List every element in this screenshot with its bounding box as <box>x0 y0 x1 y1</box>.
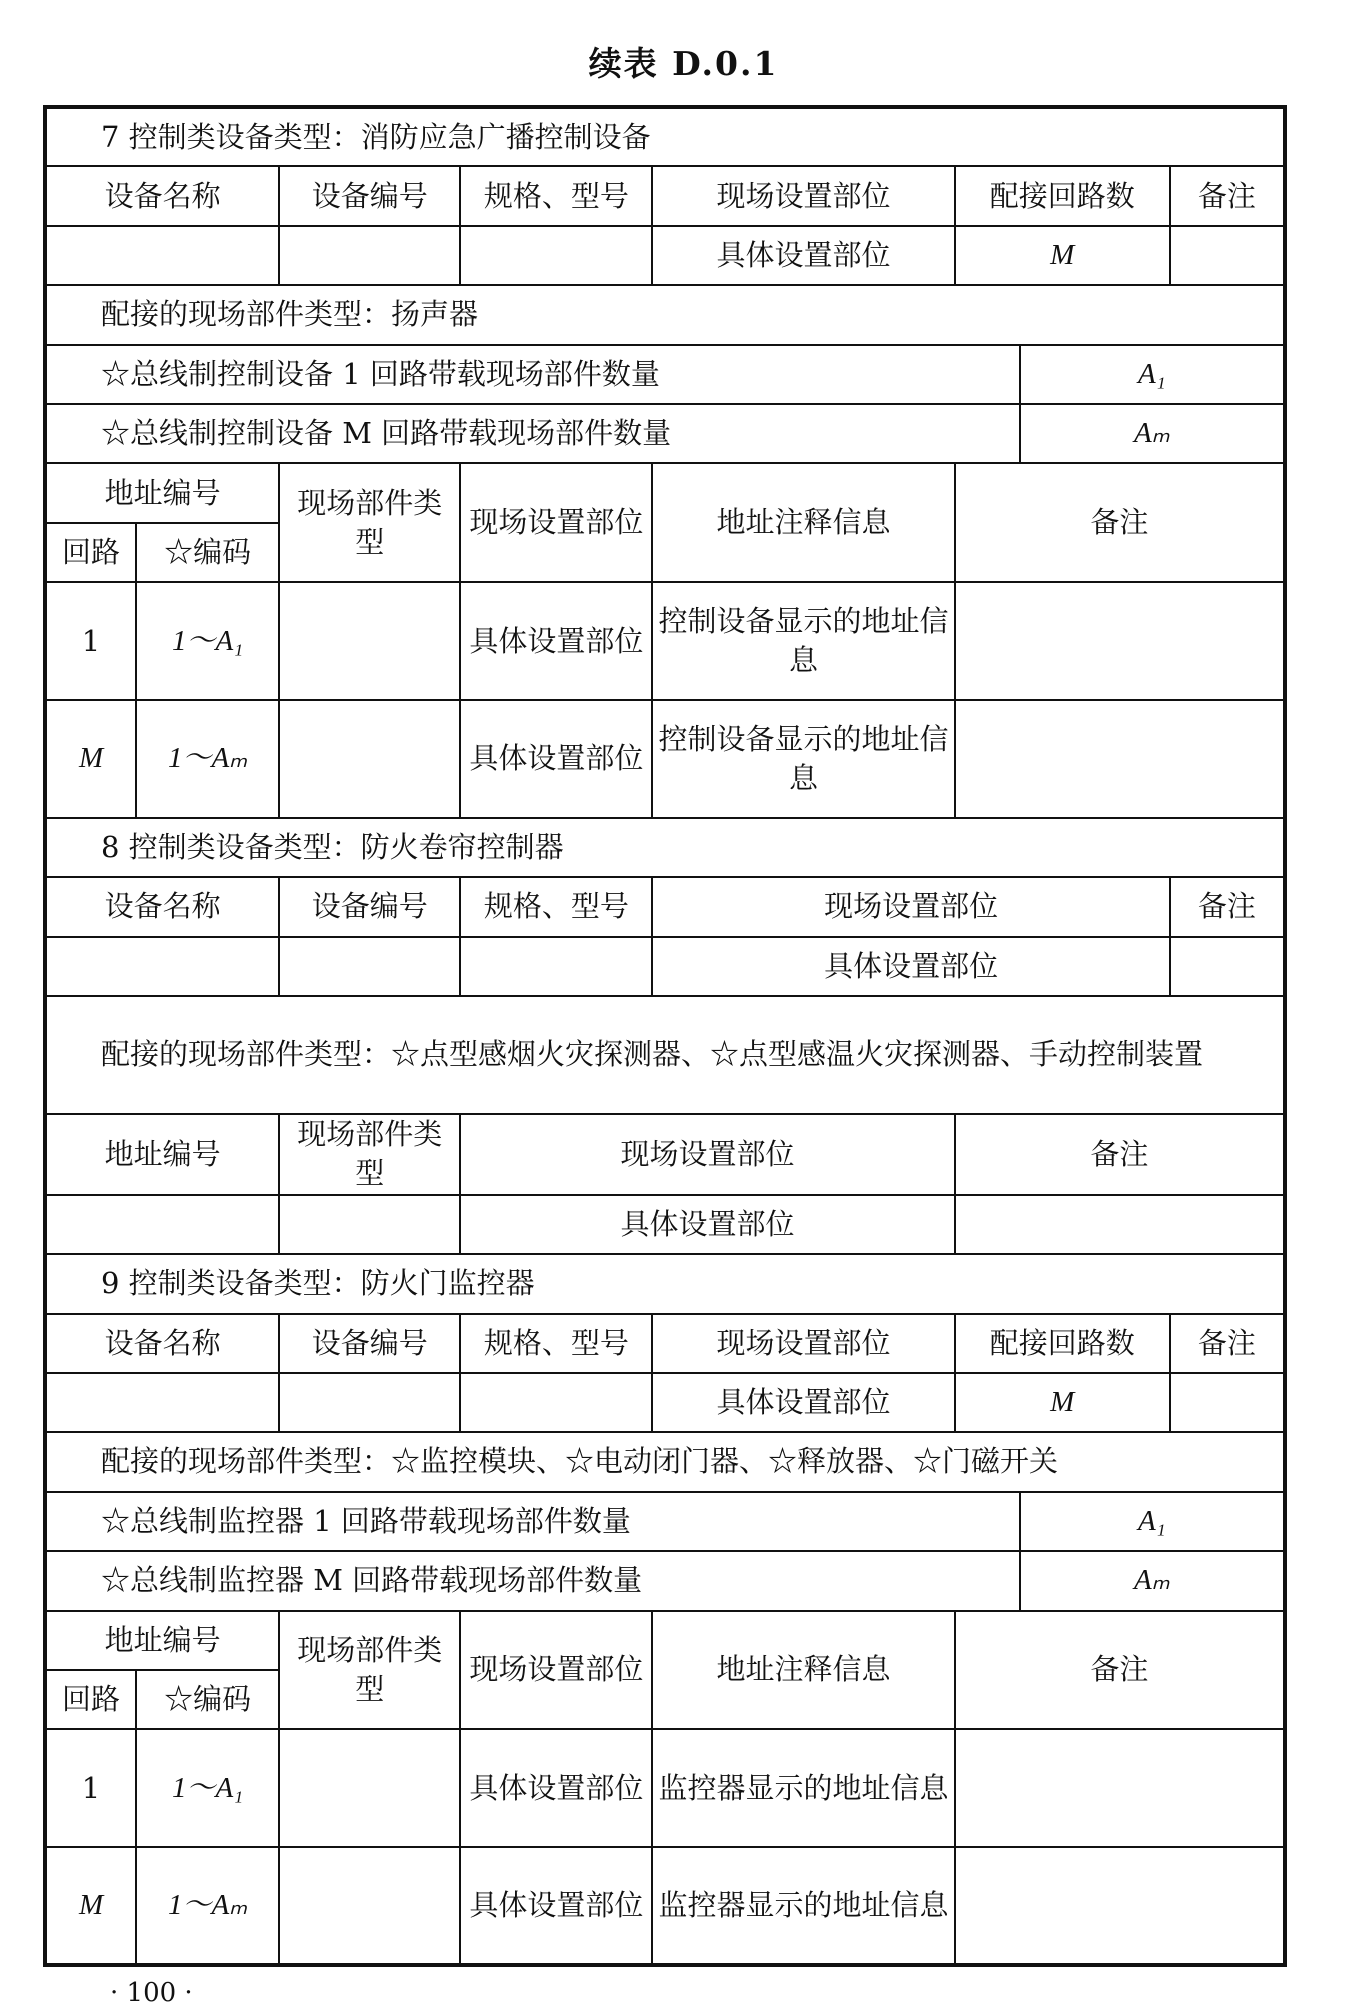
row-location: 具体设置部位 <box>460 1729 652 1847</box>
cell-spec-model <box>460 1373 652 1432</box>
table-title: 续表 D.0.1 <box>588 44 779 83</box>
cell-remark <box>955 1195 1285 1254</box>
col-device-name: 设备名称 <box>45 1314 279 1373</box>
row-loop: M <box>45 1847 136 1965</box>
col-device-number: 设备编号 <box>279 877 460 936</box>
count-loop-m-value: Aₘ <box>1020 404 1285 463</box>
row-code: 1～A₁ <box>136 582 279 700</box>
annotation-header: 地址注释信息 <box>652 463 954 582</box>
annotation-header: 地址注释信息 <box>652 1611 954 1730</box>
cell-remark <box>1170 937 1285 996</box>
loop-header: 回路 <box>45 523 136 582</box>
row-location: 具体设置部位 <box>460 700 652 818</box>
col-device-number: 设备编号 <box>279 166 460 225</box>
col-part-type: 现场部件类型 <box>279 1114 460 1195</box>
col-location: 现场设置部位 <box>652 166 954 225</box>
count-loop-1-label: ☆总线制控制设备 1 回路带载现场部件数量 <box>45 345 1020 404</box>
col-location: 现场设置部位 <box>652 877 1169 936</box>
cell-remark <box>1170 1373 1285 1432</box>
cell-location: 具体设置部位 <box>652 226 954 285</box>
cell-device-number <box>279 1373 460 1432</box>
row-code: 1～A₁ <box>136 1729 279 1847</box>
count-loop-1-value: A₁ <box>1020 1492 1285 1551</box>
page-number: · 100 · <box>110 1978 193 2008</box>
count-loop-m-label: ☆总线制控制设备 M 回路带载现场部件数量 <box>45 404 1020 463</box>
section-9-header: 9 控制类设备类型：防火门监控器 <box>45 1254 1285 1313</box>
row-remark <box>955 1847 1285 1965</box>
col-spec-model: 规格、型号 <box>460 1314 652 1373</box>
row-remark <box>955 700 1285 818</box>
cell-device-name <box>45 226 279 285</box>
address-header: 地址编号 <box>45 1611 279 1670</box>
loop-header: 回路 <box>45 1670 136 1729</box>
cell-device-name <box>45 1373 279 1432</box>
count-loop-m-value: Aₘ <box>1020 1551 1285 1610</box>
col-remark: 备注 <box>1170 877 1285 936</box>
count-loop-1-value: A₁ <box>1020 345 1285 404</box>
row-part-type <box>279 1729 460 1847</box>
row-code: 1～Aₘ <box>136 700 279 818</box>
remark-header: 备注 <box>955 1611 1285 1730</box>
location-header: 现场设置部位 <box>460 463 652 582</box>
row-loop: M <box>45 700 136 818</box>
row-address-info: 监控器显示的地址信息 <box>652 1847 954 1965</box>
cell-remark <box>1170 226 1285 285</box>
cell-loop-count: M <box>955 226 1170 285</box>
row-part-type <box>279 700 460 818</box>
col-remark: 备注 <box>1170 166 1285 225</box>
col-loop-count: 配接回路数 <box>955 166 1170 225</box>
col-loop-count: 配接回路数 <box>955 1314 1170 1373</box>
cell-loop-count: M <box>955 1373 1170 1432</box>
col-spec-model: 规格、型号 <box>460 877 652 936</box>
code-header: ☆编码 <box>136 1670 279 1729</box>
cell-location: 具体设置部位 <box>652 1373 954 1432</box>
col-device-name: 设备名称 <box>45 166 279 225</box>
code-header: ☆编码 <box>136 523 279 582</box>
part-type-header: 现场部件类型 <box>279 463 460 582</box>
cell-device-number <box>279 937 460 996</box>
col-address: 地址编号 <box>45 1114 279 1195</box>
col-spec-model: 规格、型号 <box>460 166 652 225</box>
col-remark: 备注 <box>1170 1314 1285 1373</box>
section-7-header: 7 控制类设备类型：消防应急广播控制设备 <box>45 107 1285 166</box>
row-remark <box>955 582 1285 700</box>
cell-location: 具体设置部位 <box>652 937 1169 996</box>
col-device-name: 设备名称 <box>45 877 279 936</box>
parts-type-line: 配接的现场部件类型：☆监控模块、☆电动闭门器、☆释放器、☆门磁开关 <box>45 1432 1285 1491</box>
col-remark: 备注 <box>955 1114 1285 1195</box>
cell-location: 具体设置部位 <box>460 1195 954 1254</box>
cell-spec-model <box>460 937 652 996</box>
continued-table <box>43 105 1287 1967</box>
remark-header: 备注 <box>955 463 1285 582</box>
row-loop: 1 <box>45 1729 136 1847</box>
cell-address <box>45 1195 279 1254</box>
row-address-info: 控制设备显示的地址信息 <box>652 582 954 700</box>
row-address-info: 控制设备显示的地址信息 <box>652 700 954 818</box>
row-location: 具体设置部位 <box>460 1847 652 1965</box>
section-8-header: 8 控制类设备类型：防火卷帘控制器 <box>45 818 1285 877</box>
row-part-type <box>279 582 460 700</box>
count-loop-m-label: ☆总线制监控器 M 回路带载现场部件数量 <box>45 1551 1020 1610</box>
row-address-info: 监控器显示的地址信息 <box>652 1729 954 1847</box>
count-loop-1-label: ☆总线制监控器 1 回路带载现场部件数量 <box>45 1492 1020 1551</box>
col-location: 现场设置部位 <box>652 1314 954 1373</box>
row-part-type <box>279 1847 460 1965</box>
cell-device-name <box>45 937 279 996</box>
parts-type-line: 配接的现场部件类型：☆点型感烟火灾探测器、☆点型感温火灾探测器、手动控制装置 <box>45 996 1285 1114</box>
cell-spec-model <box>460 226 652 285</box>
row-loop: 1 <box>45 582 136 700</box>
location-header: 现场设置部位 <box>460 1611 652 1730</box>
row-remark <box>955 1729 1285 1847</box>
address-header: 地址编号 <box>45 463 279 522</box>
col-device-number: 设备编号 <box>279 1314 460 1373</box>
row-location: 具体设置部位 <box>460 582 652 700</box>
row-code: 1～Aₘ <box>136 1847 279 1965</box>
cell-device-number <box>279 226 460 285</box>
parts-type-line: 配接的现场部件类型：扬声器 <box>45 285 1285 344</box>
col-location: 现场设置部位 <box>460 1114 954 1195</box>
cell-part-type <box>279 1195 460 1254</box>
part-type-header: 现场部件类型 <box>279 1611 460 1730</box>
